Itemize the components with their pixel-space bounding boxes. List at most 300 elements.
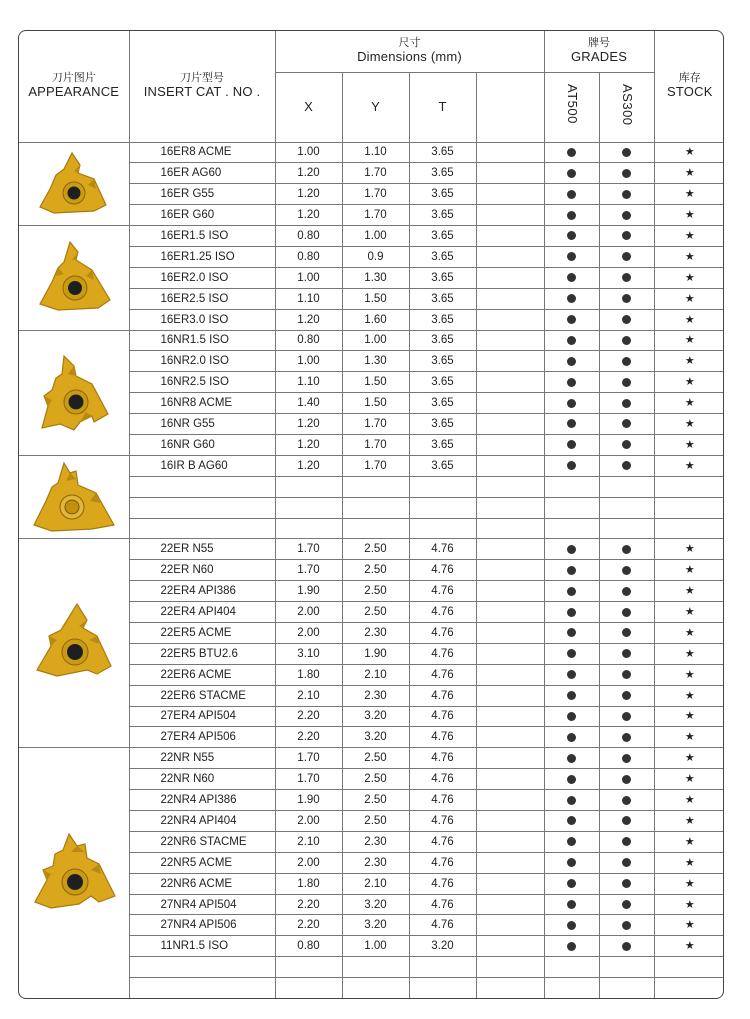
grade-as300-mark bbox=[599, 184, 654, 205]
grade-as300-mark bbox=[599, 915, 654, 936]
x-value-cell: 1.80 bbox=[275, 664, 342, 685]
cat-no-cell: 16NR2.0 ISO bbox=[129, 351, 275, 372]
in-stock-star-icon: ★ bbox=[684, 773, 695, 786]
cat-no-cell bbox=[129, 476, 275, 497]
grade-as300-mark bbox=[599, 205, 654, 226]
stock-mark bbox=[654, 163, 724, 184]
grade-at500-mark bbox=[544, 581, 599, 602]
grade-at500-mark bbox=[544, 142, 599, 163]
grade-as300-mark bbox=[599, 706, 654, 727]
insert-catalog-table bbox=[18, 30, 724, 999]
t-value-cell: 4.76 bbox=[409, 727, 476, 748]
blank-cell bbox=[476, 873, 544, 894]
y-value-cell: 1.70 bbox=[342, 163, 409, 184]
in-stock-star-icon: ★ bbox=[684, 459, 695, 472]
grade-at500-mark bbox=[544, 811, 599, 832]
stock-mark bbox=[654, 372, 724, 393]
t-value-cell: 3.65 bbox=[409, 434, 476, 455]
x-value-cell: 2.00 bbox=[275, 852, 342, 873]
grade-as300-mark bbox=[599, 372, 654, 393]
availability-dot-icon bbox=[567, 190, 576, 199]
in-stock-star-icon: ★ bbox=[684, 564, 695, 577]
t-value-cell: 3.65 bbox=[409, 246, 476, 267]
threading-insert-16er-iso-icon bbox=[19, 238, 129, 318]
grade-as300-mark bbox=[599, 873, 654, 894]
grade-at500-mark bbox=[544, 267, 599, 288]
cat-no-cell: 11NR1.5 ISO bbox=[129, 936, 275, 957]
t-value-cell: 3.65 bbox=[409, 309, 476, 330]
grade-as300-mark bbox=[599, 351, 654, 372]
availability-dot-icon bbox=[622, 169, 631, 178]
cat-no-cell: 27NR4 API506 bbox=[129, 915, 275, 936]
blank-cell bbox=[476, 226, 544, 247]
y-header: Y bbox=[342, 72, 409, 142]
blank-cell bbox=[476, 476, 544, 497]
availability-dot-icon bbox=[622, 691, 631, 700]
grade-at500-mark bbox=[544, 894, 599, 915]
y-value-cell: 2.50 bbox=[342, 602, 409, 623]
availability-dot-icon bbox=[622, 273, 631, 282]
threading-insert-22nr-icon bbox=[19, 828, 129, 918]
blank-cell bbox=[476, 142, 544, 163]
in-stock-star-icon: ★ bbox=[684, 543, 695, 556]
grade-at500-mark bbox=[544, 205, 599, 226]
availability-dot-icon bbox=[622, 252, 631, 261]
grade-at500-mark bbox=[544, 560, 599, 581]
grade-at500-header bbox=[544, 72, 599, 142]
in-stock-star-icon: ★ bbox=[684, 814, 695, 827]
availability-dot-icon bbox=[567, 399, 576, 408]
cat-no-cell: 22ER N55 bbox=[129, 539, 275, 560]
in-stock-star-icon: ★ bbox=[684, 418, 695, 431]
grade-as300-mark bbox=[599, 288, 654, 309]
stock-mark bbox=[654, 894, 724, 915]
grade-as300-mark bbox=[599, 434, 654, 455]
t-header: T bbox=[409, 72, 476, 142]
cat-no-cell: 22NR N55 bbox=[129, 748, 275, 769]
availability-dot-icon bbox=[567, 169, 576, 178]
cat-no-cell: 22ER6 ACME bbox=[129, 664, 275, 685]
cat-no-cell: 16NR2.5 ISO bbox=[129, 372, 275, 393]
t-value-cell: 4.76 bbox=[409, 894, 476, 915]
stock-mark bbox=[654, 790, 724, 811]
t-value-cell: 3.65 bbox=[409, 330, 476, 351]
x-value-cell: 1.10 bbox=[275, 372, 342, 393]
cat-no-cell: 22NR4 API404 bbox=[129, 811, 275, 832]
x-value-cell: 2.20 bbox=[275, 894, 342, 915]
grade-as300-mark bbox=[599, 246, 654, 267]
stock-mark bbox=[654, 414, 724, 435]
availability-dot-icon bbox=[567, 336, 576, 345]
y-value-cell bbox=[342, 518, 409, 539]
availability-dot-icon bbox=[622, 566, 631, 575]
in-stock-star-icon: ★ bbox=[684, 752, 695, 765]
grade-at500-mark bbox=[544, 622, 599, 643]
in-stock-star-icon: ★ bbox=[684, 230, 695, 242]
y-value-cell bbox=[342, 497, 409, 518]
in-stock-star-icon: ★ bbox=[684, 626, 695, 639]
grade-as300-mark bbox=[599, 163, 654, 184]
threading-insert-16ir-icon bbox=[19, 459, 129, 535]
blank-cell bbox=[476, 497, 544, 518]
y-value-cell bbox=[342, 957, 409, 978]
availability-dot-icon bbox=[567, 837, 576, 846]
x-value-cell: 1.70 bbox=[275, 539, 342, 560]
grade-as300-mark bbox=[599, 414, 654, 435]
availability-dot-icon bbox=[622, 942, 631, 951]
blank-cell bbox=[476, 706, 544, 727]
cat-no-cell: 22NR4 API386 bbox=[129, 790, 275, 811]
x-value-cell: 2.20 bbox=[275, 915, 342, 936]
insert-image-cell bbox=[19, 226, 129, 330]
x-value-cell: 1.70 bbox=[275, 769, 342, 790]
blank-cell bbox=[476, 539, 544, 560]
y-value-cell: 1.60 bbox=[342, 309, 409, 330]
in-stock-star-icon: ★ bbox=[684, 167, 695, 180]
x-value-cell bbox=[275, 957, 342, 978]
availability-dot-icon bbox=[622, 315, 631, 324]
grade-at500-mark bbox=[544, 497, 599, 518]
table-row bbox=[19, 142, 724, 163]
t-value-cell bbox=[409, 978, 476, 999]
grade-at500-mark bbox=[544, 915, 599, 936]
stock-mark bbox=[654, 309, 724, 330]
cat-no-cell: 16NR G55 bbox=[129, 414, 275, 435]
y-value-cell: 3.20 bbox=[342, 915, 409, 936]
grade-as300-mark bbox=[599, 622, 654, 643]
blank-cell bbox=[476, 518, 544, 539]
blank-cell bbox=[476, 581, 544, 602]
blank-cell bbox=[476, 455, 544, 476]
stock-mark bbox=[654, 330, 724, 351]
in-stock-star-icon: ★ bbox=[684, 689, 695, 702]
y-value-cell: 2.50 bbox=[342, 811, 409, 832]
t-value-cell bbox=[409, 957, 476, 978]
blank-cell bbox=[476, 288, 544, 309]
t-value-cell: 4.76 bbox=[409, 539, 476, 560]
availability-dot-icon bbox=[622, 148, 631, 157]
availability-dot-icon bbox=[622, 440, 631, 449]
y-value-cell: 1.30 bbox=[342, 351, 409, 372]
t-value-cell: 3.65 bbox=[409, 372, 476, 393]
grade-as300-mark bbox=[599, 560, 654, 581]
blank-cell bbox=[476, 267, 544, 288]
cat-no-cell bbox=[129, 957, 275, 978]
cat-no-cell: 16ER2.0 ISO bbox=[129, 267, 275, 288]
grade-as300-mark bbox=[599, 811, 654, 832]
grade-as300-mark bbox=[599, 518, 654, 539]
grade-at500-mark bbox=[544, 957, 599, 978]
t-value-cell: 4.76 bbox=[409, 643, 476, 664]
y-value-cell: 1.70 bbox=[342, 414, 409, 435]
availability-dot-icon bbox=[622, 587, 631, 596]
availability-dot-icon bbox=[622, 670, 631, 679]
catalog-rows bbox=[19, 142, 724, 999]
cat-no-header-en: INSERT CAT . NO . bbox=[143, 84, 261, 100]
grade-as300-mark bbox=[599, 748, 654, 769]
cat-no-cell: 16ER2.5 ISO bbox=[129, 288, 275, 309]
dimensions-header bbox=[275, 31, 544, 72]
y-value-cell: 1.00 bbox=[342, 226, 409, 247]
x-value-cell: 0.80 bbox=[275, 936, 342, 957]
grade-at500-mark bbox=[544, 769, 599, 790]
threading-insert-22er-icon bbox=[19, 600, 129, 686]
y-value-cell: 2.50 bbox=[342, 581, 409, 602]
blank-cell bbox=[476, 852, 544, 873]
t-value-cell: 4.76 bbox=[409, 622, 476, 643]
appearance-header bbox=[19, 31, 129, 142]
in-stock-star-icon: ★ bbox=[684, 313, 695, 326]
availability-dot-icon bbox=[567, 545, 576, 554]
cat-no-cell: 16ER1.25 ISO bbox=[129, 246, 275, 267]
cat-no-cell: 22NR6 STACME bbox=[129, 831, 275, 852]
grade-as300-label: AS300 bbox=[620, 83, 635, 126]
blank-cell bbox=[476, 643, 544, 664]
grade-at500-mark bbox=[544, 455, 599, 476]
grade-as300-mark bbox=[599, 831, 654, 852]
blank-cell bbox=[476, 664, 544, 685]
availability-dot-icon bbox=[567, 879, 576, 888]
grade-at500-mark bbox=[544, 351, 599, 372]
t-value-cell: 4.76 bbox=[409, 602, 476, 623]
grade-at500-label: AT500 bbox=[565, 84, 580, 125]
x-value-cell: 1.20 bbox=[275, 184, 342, 205]
grade-at500-mark bbox=[544, 852, 599, 873]
stock-mark bbox=[654, 434, 724, 455]
cat-no-cell: 16ER G60 bbox=[129, 205, 275, 226]
grade-at500-mark bbox=[544, 831, 599, 852]
y-value-cell: 2.30 bbox=[342, 622, 409, 643]
cat-no-cell: 16ER G55 bbox=[129, 184, 275, 205]
t-value-cell: 4.76 bbox=[409, 915, 476, 936]
availability-dot-icon bbox=[567, 858, 576, 867]
appearance-header-en: APPEARANCE bbox=[28, 84, 120, 100]
availability-dot-icon bbox=[622, 796, 631, 805]
t-value-cell bbox=[409, 497, 476, 518]
availability-dot-icon bbox=[622, 900, 631, 909]
cat-no-cell: 16NR G60 bbox=[129, 434, 275, 455]
y-value-cell: 2.10 bbox=[342, 873, 409, 894]
x-value-cell: 2.20 bbox=[275, 727, 342, 748]
in-stock-star-icon: ★ bbox=[684, 376, 695, 389]
grade-at500-mark bbox=[544, 936, 599, 957]
t-value-cell: 3.65 bbox=[409, 288, 476, 309]
availability-dot-icon bbox=[567, 148, 576, 157]
availability-dot-icon bbox=[622, 419, 631, 428]
stock-header-cn: 库存 bbox=[678, 72, 701, 85]
x-value-cell: 1.90 bbox=[275, 790, 342, 811]
t-value-cell: 4.76 bbox=[409, 852, 476, 873]
grade-at500-mark bbox=[544, 748, 599, 769]
dimensions-header-en: Dimensions (mm) bbox=[357, 49, 462, 65]
y-value-cell: 2.50 bbox=[342, 560, 409, 581]
grade-as300-mark bbox=[599, 978, 654, 999]
grade-as300-mark bbox=[599, 769, 654, 790]
grade-as300-mark bbox=[599, 393, 654, 414]
x-value-cell: 2.20 bbox=[275, 706, 342, 727]
x-value-cell: 1.90 bbox=[275, 581, 342, 602]
x-value-cell: 0.80 bbox=[275, 246, 342, 267]
x-header: X bbox=[275, 72, 342, 142]
blank-cell bbox=[476, 309, 544, 330]
stock-mark bbox=[654, 915, 724, 936]
stock-mark bbox=[654, 518, 724, 539]
x-value-cell: 1.10 bbox=[275, 288, 342, 309]
insert-image-cell bbox=[19, 142, 129, 226]
availability-dot-icon bbox=[567, 796, 576, 805]
t-value-cell: 4.76 bbox=[409, 769, 476, 790]
dimensions-header-cn: 尺寸 bbox=[398, 37, 421, 50]
stock-mark bbox=[654, 873, 724, 894]
cat-no-cell: 22ER5 ACME bbox=[129, 622, 275, 643]
y-value-cell: 2.50 bbox=[342, 539, 409, 560]
availability-dot-icon bbox=[567, 357, 576, 366]
y-value-cell: 1.70 bbox=[342, 434, 409, 455]
grade-as300-mark bbox=[599, 581, 654, 602]
insert-image-cell bbox=[19, 455, 129, 539]
insert-image-cell bbox=[19, 330, 129, 455]
in-stock-star-icon: ★ bbox=[684, 647, 695, 660]
y-value-cell: 1.00 bbox=[342, 330, 409, 351]
cat-no-cell: 16ER8 ACME bbox=[129, 142, 275, 163]
availability-dot-icon bbox=[567, 461, 576, 470]
grade-as300-mark bbox=[599, 539, 654, 560]
x-value-cell bbox=[275, 518, 342, 539]
cat-no-cell: 22NR5 ACME bbox=[129, 852, 275, 873]
stock-mark bbox=[654, 852, 724, 873]
blank-cell bbox=[476, 560, 544, 581]
x-value-cell: 1.20 bbox=[275, 309, 342, 330]
in-stock-star-icon: ★ bbox=[684, 188, 695, 201]
stock-mark bbox=[654, 831, 724, 852]
availability-dot-icon bbox=[567, 294, 576, 303]
y-value-cell: 2.50 bbox=[342, 769, 409, 790]
stock-mark bbox=[654, 246, 724, 267]
table-row bbox=[19, 748, 724, 769]
availability-dot-icon bbox=[567, 754, 576, 763]
in-stock-star-icon: ★ bbox=[684, 146, 695, 159]
grade-as300-mark bbox=[599, 894, 654, 915]
t-value-cell: 4.76 bbox=[409, 560, 476, 581]
availability-dot-icon bbox=[567, 670, 576, 679]
grade-as300-mark bbox=[599, 685, 654, 706]
availability-dot-icon bbox=[622, 378, 631, 387]
stock-mark bbox=[654, 205, 724, 226]
grade-at500-mark bbox=[544, 664, 599, 685]
t-value-cell: 4.76 bbox=[409, 748, 476, 769]
grade-at500-mark bbox=[544, 476, 599, 497]
t-value-cell: 4.76 bbox=[409, 581, 476, 602]
availability-dot-icon bbox=[622, 211, 631, 220]
y-value-cell bbox=[342, 978, 409, 999]
cat-no-cell: 16NR8 ACME bbox=[129, 393, 275, 414]
in-stock-star-icon: ★ bbox=[684, 940, 695, 953]
grades-header-en: GRADES bbox=[570, 49, 628, 65]
availability-dot-icon bbox=[567, 211, 576, 220]
t-value-cell: 4.76 bbox=[409, 664, 476, 685]
stock-mark bbox=[654, 351, 724, 372]
grade-at500-mark bbox=[544, 539, 599, 560]
t-value-cell: 3.65 bbox=[409, 351, 476, 372]
t-value-cell: 3.65 bbox=[409, 142, 476, 163]
availability-dot-icon bbox=[567, 419, 576, 428]
availability-dot-icon bbox=[622, 231, 631, 240]
t-value-cell: 3.20 bbox=[409, 936, 476, 957]
table-row bbox=[19, 539, 724, 560]
grade-at500-mark bbox=[544, 163, 599, 184]
stock-mark bbox=[654, 184, 724, 205]
x-value-cell: 1.70 bbox=[275, 748, 342, 769]
cat-no-cell: 22ER N60 bbox=[129, 560, 275, 581]
in-stock-star-icon: ★ bbox=[684, 668, 695, 681]
availability-dot-icon bbox=[567, 566, 576, 575]
in-stock-star-icon: ★ bbox=[684, 731, 695, 744]
insert-image-cell bbox=[19, 748, 129, 999]
availability-dot-icon bbox=[622, 608, 631, 617]
t-value-cell: 4.76 bbox=[409, 790, 476, 811]
x-value-cell: 1.00 bbox=[275, 142, 342, 163]
availability-dot-icon bbox=[567, 733, 576, 742]
availability-dot-icon bbox=[567, 921, 576, 930]
availability-dot-icon bbox=[567, 608, 576, 617]
y-value-cell: 1.90 bbox=[342, 643, 409, 664]
cat-no-cell: 16ER AG60 bbox=[129, 163, 275, 184]
table-row bbox=[19, 330, 724, 351]
t-value-cell: 3.65 bbox=[409, 205, 476, 226]
y-value-cell: 1.50 bbox=[342, 393, 409, 414]
blank-cell bbox=[476, 246, 544, 267]
t-value-cell: 3.65 bbox=[409, 393, 476, 414]
in-stock-star-icon: ★ bbox=[684, 919, 695, 932]
grades-header-cn: 牌号 bbox=[588, 37, 611, 50]
blank-cell bbox=[476, 602, 544, 623]
x-value-cell: 1.20 bbox=[275, 434, 342, 455]
stock-mark bbox=[654, 957, 724, 978]
in-stock-star-icon: ★ bbox=[684, 856, 695, 869]
y-value-cell: 0.9 bbox=[342, 246, 409, 267]
availability-dot-icon bbox=[622, 712, 631, 721]
blank-cell bbox=[476, 790, 544, 811]
availability-dot-icon bbox=[622, 858, 631, 867]
blank-cell bbox=[476, 372, 544, 393]
grade-as300-mark bbox=[599, 602, 654, 623]
grade-as300-mark bbox=[599, 852, 654, 873]
appearance-header-cn: 刀片图片 bbox=[51, 72, 96, 85]
y-value-cell: 2.50 bbox=[342, 748, 409, 769]
blank-cell bbox=[476, 748, 544, 769]
blank-cell bbox=[476, 831, 544, 852]
grade-at500-mark bbox=[544, 873, 599, 894]
grade-as300-mark bbox=[599, 267, 654, 288]
availability-dot-icon bbox=[622, 336, 631, 345]
availability-dot-icon bbox=[567, 440, 576, 449]
x-value-cell: 1.20 bbox=[275, 455, 342, 476]
stock-mark bbox=[654, 226, 724, 247]
availability-dot-icon bbox=[622, 628, 631, 637]
in-stock-star-icon: ★ bbox=[684, 397, 695, 410]
t-value-cell: 3.65 bbox=[409, 184, 476, 205]
blank-cell bbox=[476, 727, 544, 748]
threading-insert-16er-icon bbox=[19, 149, 129, 219]
grade-as300-mark bbox=[599, 643, 654, 664]
availability-dot-icon bbox=[567, 273, 576, 282]
grade-at500-mark bbox=[544, 226, 599, 247]
cat-no-cell: 27NR4 API504 bbox=[129, 894, 275, 915]
grade-at500-mark bbox=[544, 184, 599, 205]
stock-mark bbox=[654, 643, 724, 664]
cat-no-cell bbox=[129, 518, 275, 539]
y-value-cell: 2.50 bbox=[342, 790, 409, 811]
